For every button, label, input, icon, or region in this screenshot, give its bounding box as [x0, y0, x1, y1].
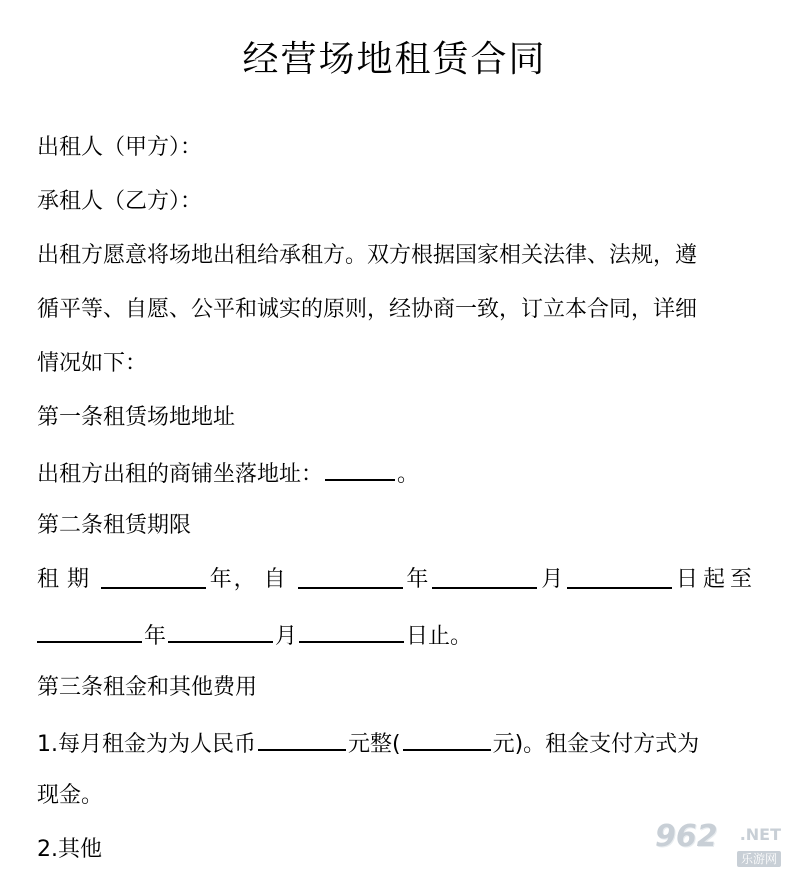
end-month-unit: 月	[275, 624, 298, 649]
intro-line-2: 循平等、自愿、公平和诚实的原则，经协商一致，订立本合同，详细	[37, 297, 698, 322]
term-prefix: 租期	[37, 567, 98, 592]
rent-prefix: 1.每月租金为为人民币	[37, 732, 256, 757]
start-month-blank	[432, 565, 537, 589]
rent-amount-blank	[258, 727, 346, 751]
term-line-1	[37, 565, 757, 595]
end-day-unit: 日止。	[406, 624, 473, 649]
address-line	[37, 457, 762, 490]
rent-suffix: 元)。租金支付方式为	[492, 732, 700, 757]
start-year-unit: 年	[406, 567, 429, 592]
lessor-line: 出租人（甲方）：	[37, 135, 203, 160]
end-month-blank	[168, 619, 273, 643]
end-day-blank	[299, 619, 404, 643]
watermark-site-name: 乐游网	[737, 851, 781, 867]
article2-heading: 第二条租赁期限	[37, 513, 192, 538]
rent-line-2: 现金。	[37, 783, 104, 808]
article3-heading: 第三条租金和其他费用	[37, 675, 258, 700]
other-item: 2.其他	[37, 837, 102, 862]
end-year-unit: 年	[144, 624, 167, 649]
start-day-blank	[567, 565, 672, 589]
document-title: 经营场地租赁合同	[242, 39, 547, 80]
end-year-blank	[37, 619, 142, 643]
intro-line-3: 情况如下：	[37, 351, 148, 376]
start-month-unit: 月	[541, 567, 564, 592]
address-label: 出租方出租的商铺坐落地址：	[37, 462, 324, 487]
term-line-2	[37, 619, 762, 652]
intro-line-1: 出租方愿意将场地出租给承租方。双方根据国家相关法律、法规，遵	[37, 243, 698, 268]
start-year-blank	[298, 565, 403, 589]
term-year-unit: 年	[209, 567, 232, 592]
article1-heading: 第一条租赁场地地址	[37, 405, 236, 430]
rent-mid: 元整(	[348, 732, 401, 757]
address-blank	[325, 457, 395, 481]
address-end: 。	[397, 462, 420, 487]
lessee-line: 承租人（乙方）：	[37, 189, 203, 214]
watermark-logo-number: 962	[655, 819, 718, 854]
start-day-unit: 日起至	[675, 567, 757, 592]
watermark-logo-net: .NET	[739, 825, 781, 844]
site-watermark	[647, 821, 783, 867]
rent-line	[37, 727, 762, 760]
rent-uppercase-blank	[403, 727, 491, 751]
term-from: ，自	[233, 567, 294, 592]
term-years-blank	[101, 565, 206, 589]
